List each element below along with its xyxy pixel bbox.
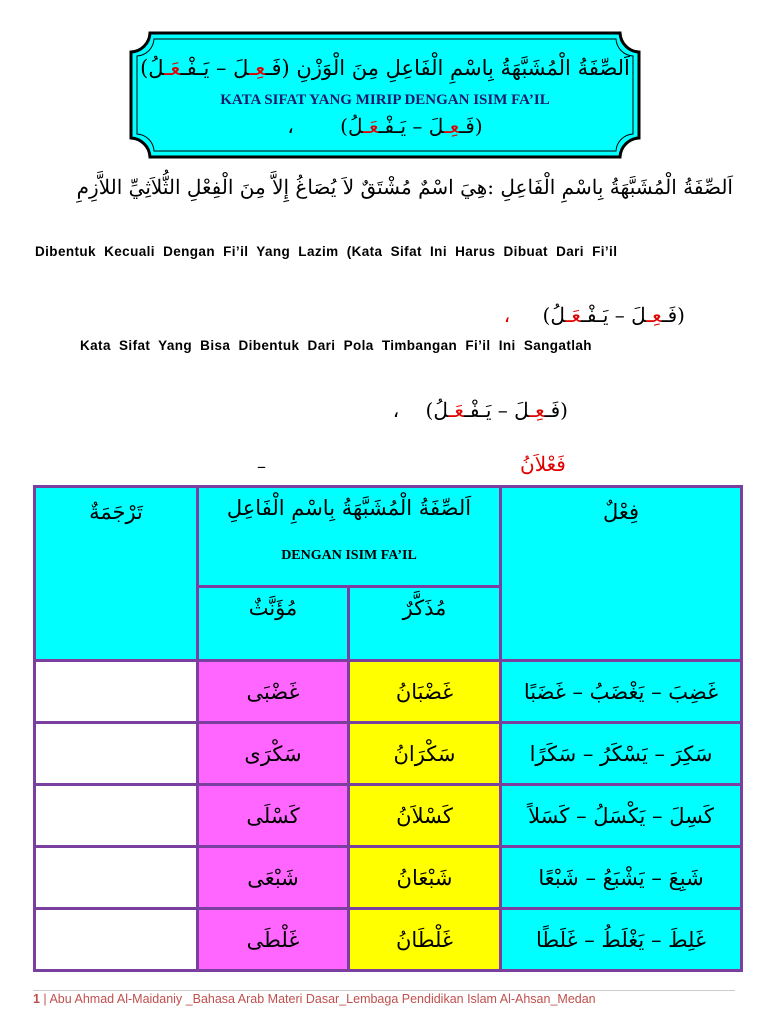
- cell-terjemah: [35, 723, 198, 785]
- cell-mudzakkar: غَلْطَانُ: [349, 909, 501, 971]
- dash: –: [257, 456, 266, 477]
- cell-muannats: شَبْعَى: [198, 847, 349, 909]
- cell-fiil: غَلِطَ – يَغْلَطُ – غَلَطًا: [501, 909, 742, 971]
- cell-terjemah: [35, 909, 198, 971]
- title-latin: KATA SIFAT YANG MIRIP DENGAN ISIM FA’IL: [220, 92, 550, 108]
- header-terjemah: تَرْجَمَةٌ: [35, 487, 198, 661]
- footer-text: Abu Ahmad Al-Maidaniy _Bahasa Arab Materi Dasar_Lembaga Pendidikan Islam Al-Ahsan_Medan: [49, 992, 596, 1006]
- title-box: [128, 30, 642, 160]
- pattern-latin: Kata Sifat Yang Bisa Dibentuk Dari Pola Timbangan Fi’il Ini Sangatlah: [80, 338, 592, 353]
- title-arabic: اَلصِّفَةُ الْمُشَبَّهَةُ بِاسْمِ الْفَاعِلِ مِنَ الْوَزْنِ (فَـعِـلَ – يَـفْـعَـلُ): [140, 56, 630, 80]
- pattern-line-2: (فَـعِـلَ – يَـفْـعَـلُ) ،: [392, 398, 568, 422]
- cell-muannats: غَلْطَى: [198, 909, 349, 971]
- footer-rule: [33, 990, 735, 991]
- pattern-line-1: (فَـعِـلَ – يَـفْـعَـلُ) ،: [503, 303, 685, 327]
- page-footer: 1 | Abu Ahmad Al-Maidaniy _Bahasa Arab Materi Dasar_Lembaga Pendidikan Islam Al-Ahsan_Medan: [33, 992, 596, 1006]
- cell-muannats: سَكْرَى: [198, 723, 349, 785]
- table-row: [35, 785, 742, 847]
- cell-fiil: كَسِلَ – يَكْسَلُ – كَسَلاً: [501, 785, 742, 847]
- header-fiil: فِعْلٌ: [501, 487, 742, 661]
- title-pattern: (فَـعِـلَ – يَـفْـعَـلُ) ،: [287, 114, 483, 138]
- table-row: [35, 661, 742, 723]
- header-sifat: اَلصِّفَةُ الْمُشَبَّهَةُ بِاسْمِ الْفَاعِلِ DENGAN ISIM FA’IL: [198, 487, 501, 587]
- cell-terjemah: [35, 785, 198, 847]
- cell-fiil: غَضِبَ – يَغْضَبُ – غَضَبًا: [501, 661, 742, 723]
- cell-mudzakkar: كَسْلاَنُ: [349, 785, 501, 847]
- cell-muannats: غَضْبَى: [198, 661, 349, 723]
- header-muannats: مُؤَنَّثٌ: [198, 587, 349, 661]
- cell-mudzakkar: سَكْرَانُ: [349, 723, 501, 785]
- header-sifat-latin: DENGAN ISIM FA’IL: [281, 548, 417, 563]
- vocab-table: [33, 485, 743, 972]
- table-row: [35, 847, 742, 909]
- cell-terjemah: [35, 847, 198, 909]
- falan-word: فَعْلاَنُ: [520, 452, 566, 476]
- header-mudzakkar: مُذَكَّرٌ: [349, 587, 501, 661]
- cell-fiil: سَكِرَ – يَسْكَرُ – سَكَرًا: [501, 723, 742, 785]
- cell-mudzakkar: غَضْبَانُ: [349, 661, 501, 723]
- cell-muannats: كَسْلَى: [198, 785, 349, 847]
- page-number: 1: [33, 992, 40, 1006]
- table-row: [35, 909, 742, 971]
- cell-fiil: شَبِعَ – يَشْبَعُ – شَبْعًا: [501, 847, 742, 909]
- definition-arabic: اَلصِّفَةُ الْمُشَبَّهَةُ بِاسْمِ الْفَاعِلِ :هِيَ اسْمٌ مُشْتَقٌ لاَ يُصَاغُ إِلاَّ مِنَ الْفِعْلِ الثُّلاَثِيِّ اللاَّزِمِ: [76, 175, 733, 199]
- cell-mudzakkar: شَبْعَانُ: [349, 847, 501, 909]
- table-row: [35, 723, 742, 785]
- definition-latin: Dibentuk Kecuali Dengan Fi’il Yang Lazim (Kata Sifat Ini Harus Dibuat Dari Fi’il: [35, 244, 618, 259]
- cell-terjemah: [35, 661, 198, 723]
